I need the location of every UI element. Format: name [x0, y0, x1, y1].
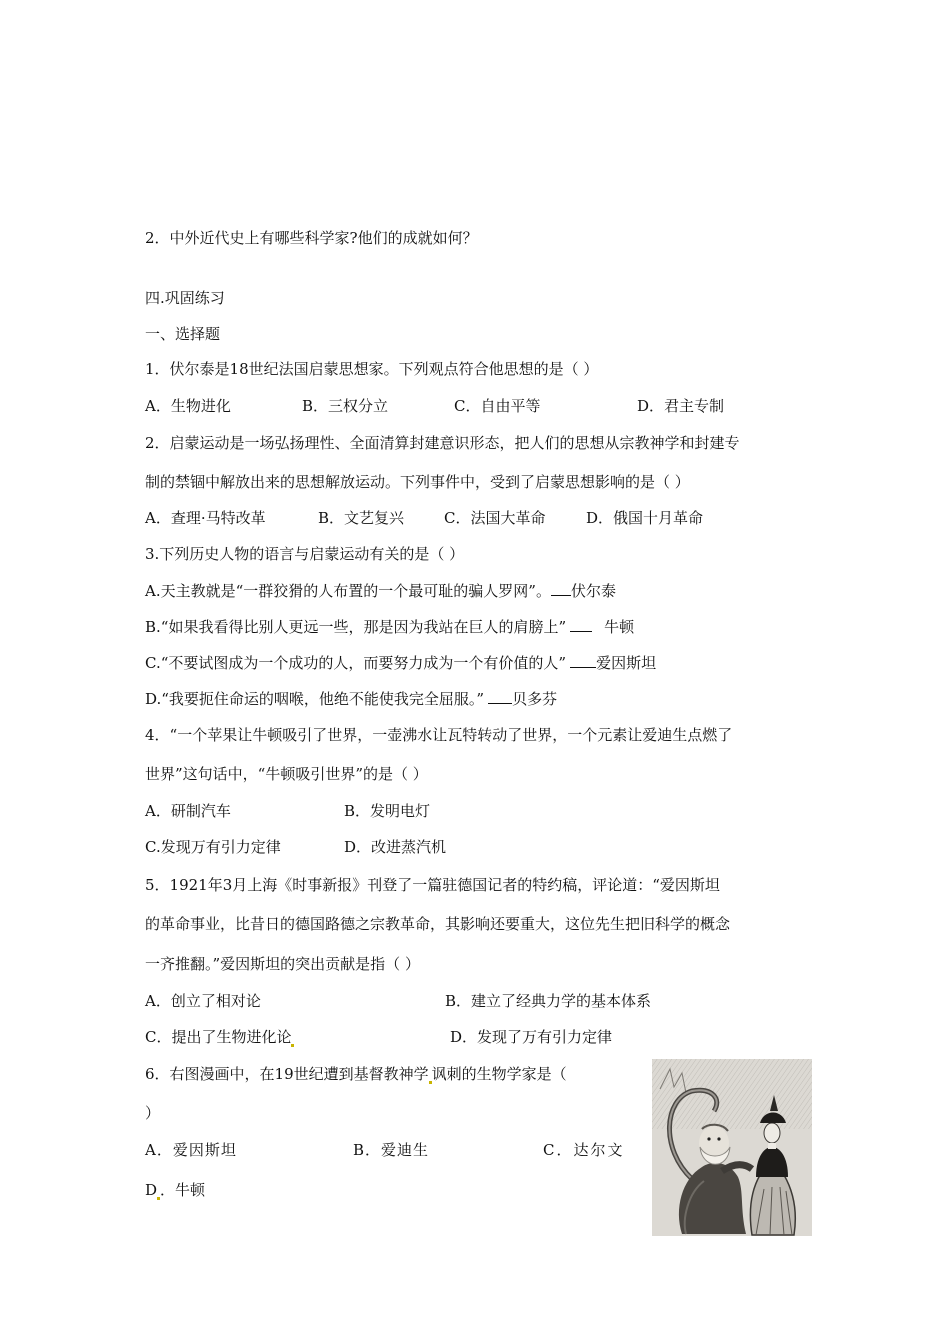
q3-stem: 3.下列历史人物的语言与启蒙运动有关的是（ ）: [145, 545, 465, 563]
q1-option-b: B．三权分立: [302, 397, 389, 415]
edit-mark: [291, 1044, 294, 1047]
q6-stem-line2: ）: [145, 1104, 161, 1122]
q5-option-c-text: C．提出了生物进化论: [145, 1028, 292, 1046]
q3-option-c-text: C.“不要试图成为一个成功的人，而要努力成为一个有价值的人”: [145, 654, 567, 672]
q3-option-d-text: D.“我要扼住命运的咽喉，他绝不能使我完全屈服。”: [145, 690, 485, 708]
q3-option-d-person: 贝多芬: [512, 690, 558, 708]
q1-option-d: D．君主专制: [637, 397, 725, 415]
q4-stem-line1: 4．“一个苹果让牛顿吸引了世界，一壶沸水让瓦特转动了世界，一个元素让爱迪生点燃了: [145, 726, 733, 744]
subsection-heading: 一、选择题: [145, 325, 221, 343]
q6-stem: [145, 1064, 567, 1084]
q2-stem-line2: 制的禁锢中解放出来的思想解放运动。下列事件中，受到了启蒙思想影响的是（ ）: [145, 473, 690, 491]
q6-option-d: [145, 1180, 205, 1200]
q3-option-b-person: 牛顿: [604, 618, 635, 636]
q5-option-b: B．建立了经典力学的基本体系: [445, 992, 652, 1010]
q5-stem-line1: 5．1921年3月上海《时事新报》刊登了一篇驻德国记者的特约稿，评论道：“爱因斯坦: [145, 876, 720, 894]
q6-option-a: A．爱因斯坦: [145, 1141, 237, 1159]
q2-option-a: A．查理·马特改革: [145, 509, 266, 527]
q1-stem: 1．伏尔泰是18世纪法国启蒙思想家。下列观点符合他思想的是（ ）: [145, 360, 599, 378]
q6-option-b: B．爱迪生: [353, 1141, 430, 1159]
prev-question: 2．中外近代史上有哪些科学家?他们的成就如何？: [145, 229, 478, 247]
q4-option-d: D．改进蒸汽机: [344, 838, 447, 856]
q5-stem-line3: 一齐推翻。”爱因斯坦的突出贡献是指（ ）: [145, 955, 420, 973]
q6-option-c: C．达尔文: [543, 1141, 625, 1159]
darwin-cartoon-image: [652, 1059, 812, 1236]
section-heading: 四.巩固练习: [145, 289, 225, 307]
q3-option-c: [145, 653, 656, 673]
q2-stem-line1: 2．启蒙运动是一场弘扬理性、全面清算封建意识形态，把人们的思想从宗教神学和封建专: [145, 434, 740, 452]
q6-option-d-text: ．牛顿: [160, 1181, 206, 1199]
q2-option-d: D．俄国十月革命: [586, 509, 704, 527]
q3-option-a-person: 伏尔泰: [570, 582, 616, 600]
q3-option-b-text: B.“如果我看得比别人更远一些，那是因为我站在巨人的肩膀上”: [145, 618, 567, 636]
q4-option-c: C.发现万有引力定律: [145, 838, 281, 856]
q5-option-c: [145, 1027, 294, 1047]
q3-option-b: [145, 617, 634, 637]
q5-option-d: D．发现了万有引力定律: [450, 1028, 613, 1046]
q3-option-c-person: 爱因斯坦: [596, 654, 657, 672]
q3-option-a: [145, 581, 616, 601]
q4-stem-line2: 世界”这句话中，“牛顿吸引世界”的是（ ）: [145, 765, 428, 783]
q3-option-a-text: A.天主教就是“一群狡猾的人布置的一个最可耻的骗人罗网”。: [145, 582, 551, 600]
q2-option-b: B．文艺复兴: [318, 509, 405, 527]
q5-stem-line2: 的革命事业，比昔日的德国路德之宗教革命，其影响还要重大，这位先生把旧科学的概念: [145, 915, 731, 933]
q4-option-b: B．发明电灯: [344, 802, 431, 820]
q6-stem-b: 讽刺的生物学家是（: [431, 1065, 567, 1083]
q5-option-a: A．创立了相对论: [145, 992, 261, 1010]
q3-option-d: [145, 689, 557, 709]
q6-stem-a: 6．右图漫画中，在19世纪遭到基督教神学: [145, 1065, 429, 1083]
q2-option-c: C．法国大革命: [444, 509, 546, 527]
q6-option-d-letter: D: [145, 1181, 158, 1199]
q1-option-a: A．生物进化: [145, 397, 231, 415]
q1-option-c: C．自由平等: [454, 397, 541, 415]
q4-option-a: A．研制汽车: [145, 802, 231, 820]
